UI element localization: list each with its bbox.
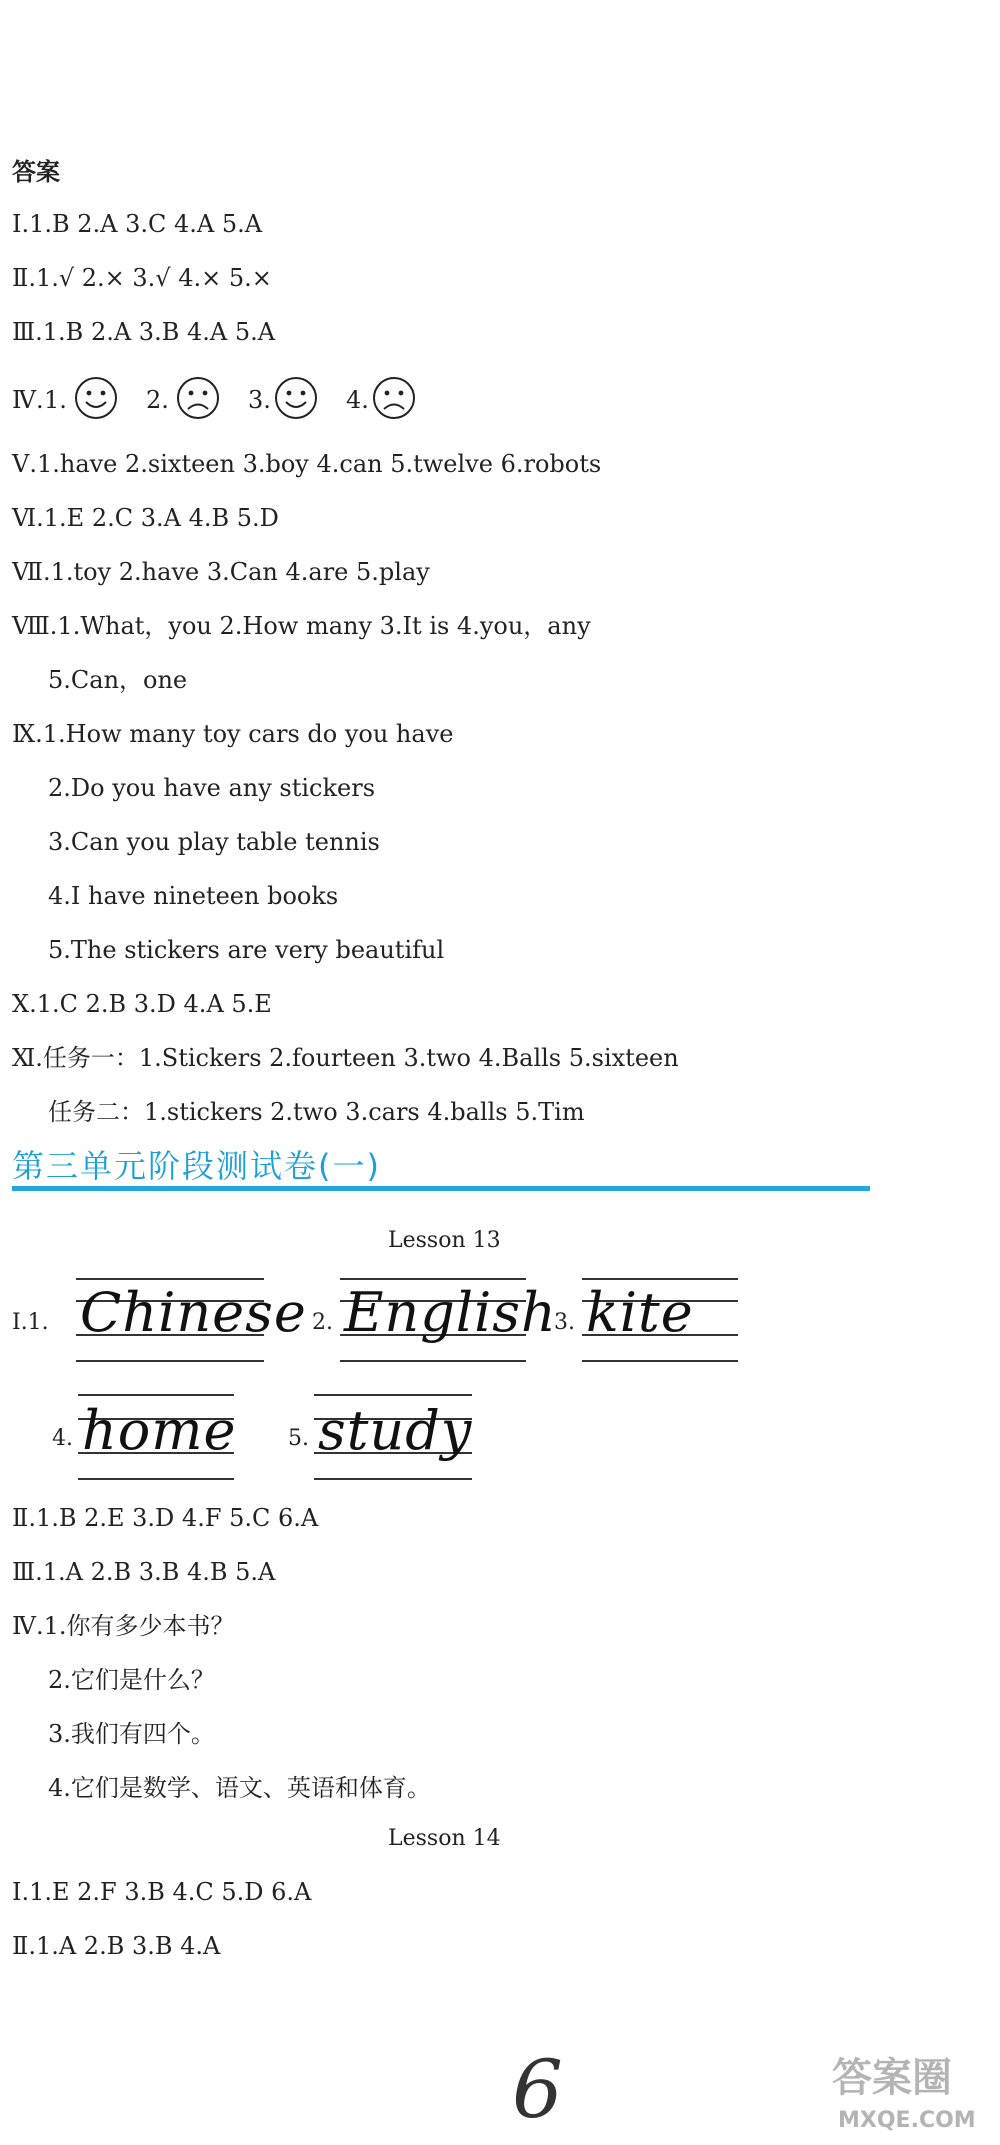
answer-line: 5.The stickers are very beautiful <box>48 936 445 964</box>
smiley-face-icon <box>74 376 118 420</box>
answer-line: 任务二：1.stickers 2.two 3.cars 4.balls 5.Tim <box>48 1098 585 1126</box>
face-label: 2. <box>146 386 169 414</box>
handwriting-label: 2. <box>312 1310 333 1335</box>
faces-prefix: Ⅳ. <box>12 386 44 414</box>
answer-line: Ⅺ.任务一：1.Stickers 2.fourteen 3.two 4.Balls 5.sixteen <box>12 1044 679 1072</box>
watermark-logo: 答案圈 <box>832 2055 952 2101</box>
handwriting-box-home <box>78 1388 237 1488</box>
answer-line: Ⅳ.1.你有多少本书？ <box>12 1612 235 1640</box>
answer-line: Ⅷ.1.What，you 2.How many 3.It is 4.you，any <box>12 612 591 640</box>
handwriting-word: study <box>318 1399 473 1462</box>
face-label: 4. <box>346 386 369 414</box>
answer-line: Ⅶ.1.toy 2.have 3.Can 4.are 5.play <box>12 558 430 586</box>
handwriting-label: 4. <box>52 1426 73 1451</box>
answer-line: Ⅴ.1.have 2.sixteen 3.boy 4.can 5.twelve 6.robots <box>12 450 602 478</box>
answer-line: 2.它们是什么？ <box>48 1666 215 1694</box>
face-label: 1. <box>44 386 67 414</box>
answer-line: Ⅹ.1.C 2.B 3.D 4.A 5.E <box>12 990 272 1018</box>
handwriting-box-english <box>340 1270 557 1370</box>
handwriting-label: 3. <box>554 1310 575 1335</box>
answer-line: 4.它们是数学、语文、英语和体育。 <box>48 1774 431 1802</box>
face-label: 3. <box>248 386 271 414</box>
answer-line: Ⅱ.1.B 2.E 3.D 4.F 5.C 6.A <box>12 1504 319 1532</box>
answer-line: Ⅲ.1.B 2.A 3.B 4.A 5.A <box>12 318 276 346</box>
answer-line: 3.我们有四个。 <box>48 1720 215 1748</box>
answer-line: 2.Do you have any stickers <box>48 774 376 802</box>
handwriting-box-chinese <box>76 1270 307 1370</box>
handwriting-word: kite <box>586 1281 694 1344</box>
handwriting-box-kite <box>582 1270 738 1370</box>
answer-line: Ⅱ.1.A 2.B 3.B 4.A <box>12 1932 221 1960</box>
handwriting-word: Chinese <box>80 1281 307 1344</box>
answer-line: Ⅰ.1.E 2.F 3.B 4.C 5.D 6.A <box>12 1878 312 1906</box>
sad-face-icon <box>372 376 416 420</box>
answer-line: Ⅰ.1.B 2.A 3.C 4.A 5.A <box>12 210 263 238</box>
answer-line: 5.Can，one <box>48 666 188 694</box>
handwriting-word: home <box>82 1399 237 1462</box>
handwriting-box-study <box>314 1388 472 1488</box>
answers-heading: 答案 <box>12 158 60 186</box>
answer-line: Ⅲ.1.A 2.B 3.B 4.B 5.A <box>12 1558 276 1586</box>
answer-line: Ⅵ.1.E 2.C 3.A 4.B 5.D <box>12 504 279 532</box>
lesson-13-title: Lesson 13 <box>388 1228 501 1253</box>
page-number: 6 <box>512 2043 563 2136</box>
handwriting-label: 5. <box>288 1426 309 1451</box>
handwriting-word: English <box>344 1281 557 1344</box>
answer-line: 4.I have nineteen books <box>48 882 339 910</box>
answer-line: Ⅸ.1.How many toy cars do you have <box>12 720 454 748</box>
section-title: 第三单元阶段测试卷(一) <box>12 1147 381 1185</box>
smiley-face-icon <box>274 376 318 420</box>
answer-line: Ⅱ.1.√ 2.× 3.√ 4.× 5.× <box>12 264 272 292</box>
lesson-14-title: Lesson 14 <box>388 1826 501 1851</box>
watermark-site: MXQE.COM <box>838 2108 976 2133</box>
sad-face-icon <box>176 376 220 420</box>
section-rule <box>12 1186 870 1191</box>
answer-line: 3.Can you play table tennis <box>48 828 380 856</box>
handwriting-prefix: Ⅰ.1. <box>12 1310 49 1335</box>
